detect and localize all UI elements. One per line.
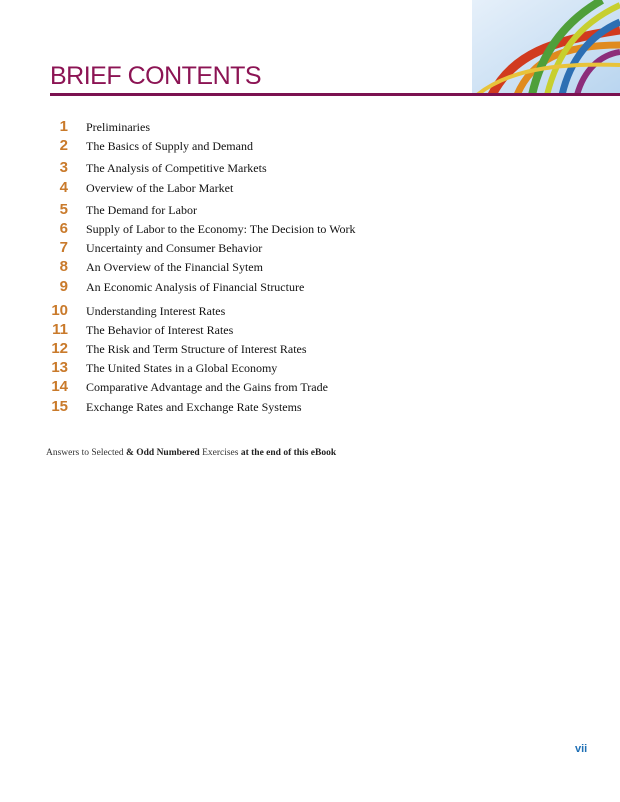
answers-note-part3: Exercises (199, 448, 241, 458)
answers-note-part2: & Odd Numbered (125, 448, 200, 458)
chapter-number: 12 (51, 340, 68, 357)
answers-note-part4: at the end of this eBook (240, 448, 337, 458)
chapter-title[interactable]: Supply of Labor to the Economy: The Decision to Work (86, 222, 356, 236)
chapter-number: 10 (51, 302, 68, 319)
chapter-title[interactable]: The Analysis of Competitive Markets (86, 161, 267, 175)
chapter-title[interactable]: The United States in a Global Economy (86, 361, 278, 375)
page-title: BRIEF CONTENTS (50, 62, 262, 90)
chapter-number: 11 (52, 321, 68, 338)
decorative-tubes-image (472, 0, 620, 95)
chapter-title[interactable]: Overview of the Labor Market (86, 181, 234, 195)
chapter-number: 14 (51, 378, 68, 395)
answers-note-part1: Answers to Selected (46, 448, 126, 458)
chapter-title[interactable]: Understanding Interest Rates (86, 304, 226, 318)
chapter-number: 9 (59, 278, 68, 295)
title-divider (50, 93, 620, 96)
chapter-title[interactable]: The Demand for Labor (86, 203, 197, 217)
page-number: vii (575, 743, 588, 755)
chapter-title[interactable]: Exchange Rates and Exchange Rate Systems (86, 400, 302, 414)
chapter-title[interactable]: The Behavior of Interest Rates (86, 323, 234, 337)
chapter-number: 13 (51, 359, 68, 376)
chapter-number: 6 (59, 220, 68, 237)
chapter-number: 7 (59, 239, 68, 256)
chapter-title[interactable]: Preliminaries (86, 120, 150, 134)
answers-note[interactable] (46, 448, 336, 458)
chapter-title[interactable]: The Basics of Supply and Demand (86, 139, 253, 153)
chapter-title[interactable]: An Overview of the Financial Sytem (86, 260, 263, 274)
chapter-number: 4 (59, 179, 68, 196)
chapter-number: 8 (59, 258, 68, 275)
chapter-number: 15 (51, 398, 68, 415)
chapter-number: 5 (59, 201, 68, 218)
chapter-number: 3 (59, 159, 68, 176)
chapter-title[interactable]: An Economic Analysis of Financial Structure (86, 280, 305, 294)
chapter-number: 2 (59, 137, 68, 154)
chapter-title[interactable]: Comparative Advantage and the Gains from Trade (86, 380, 328, 394)
chapter-title[interactable]: Uncertainty and Consumer Behavior (86, 241, 263, 255)
chapter-title[interactable]: The Risk and Term Structure of Interest Rates (86, 342, 307, 356)
chapter-number: 1 (59, 118, 68, 135)
